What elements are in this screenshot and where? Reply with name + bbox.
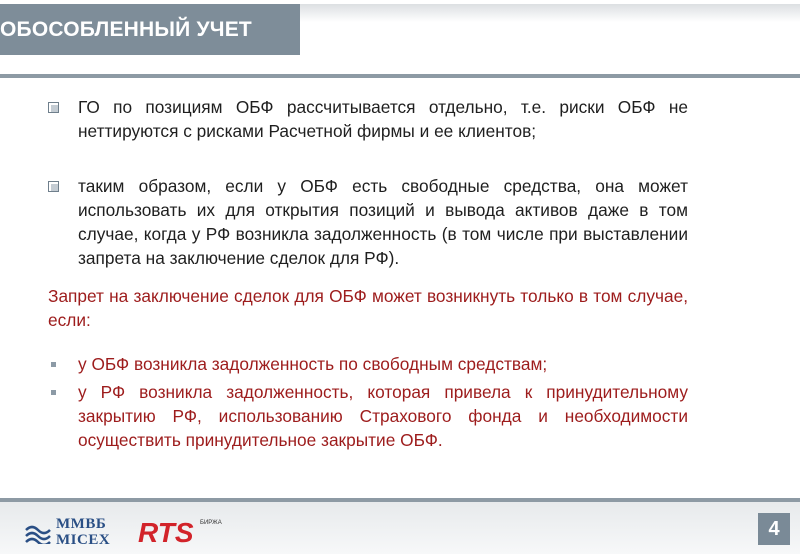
title-divider [0,74,800,78]
footer [0,502,800,554]
condition-list [48,352,688,452]
square-bullet-icon [48,102,59,113]
bullet-item [48,174,688,270]
micex-wordmark: MICEX [56,532,111,548]
slide-content [48,95,688,452]
bullet-text: таким образом, если у ОБФ есть свободные средства, она может использовать их для открытия позиций и вывода активов даже в том случае, когда у РФ возникла задолженность (в том числе при выставлении запрета на заключение сделок для РФ). [78,176,688,268]
condition-text: у РФ возникла задолженность, которая привела к принудительному закрытию РФ, использованию Страхового фонда и необходимости осуществить принудительное закрытие ОБФ. [78,382,688,450]
mmvb-logo [24,516,120,550]
bullet-text: ГО по позициям ОБФ рассчитывается отдельно, т.е. риски ОБФ не неттируются с рисками Расчетной фирмы и ее клиентов; [78,97,688,141]
rts-wordmark: RTS [138,517,194,548]
condition-item [48,380,688,452]
square-bullet-icon [48,181,59,192]
condition-item [48,352,688,376]
mmvb-wave-icon [24,522,52,544]
dot-bullet-icon [51,362,56,367]
page-number: 4 [758,513,790,545]
slide-title: ОБОСОБЛЕННЫЙ УЧЕТ [0,18,252,41]
title-bar [0,0,800,74]
rts-subtitle: БИРЖА [200,520,222,526]
bullet-item [48,95,688,143]
mmvb-wordmark: ММВБ [56,516,107,532]
dot-bullet-icon [51,390,56,395]
condition-text: у ОБФ возникла задолженность по свободным средствам; [78,354,548,374]
condition-intro: Запрет на заключение сделок для ОБФ может возникнуть только в том случае, если: [48,286,688,330]
mmvb-logo-text [56,516,110,548]
title-box [0,4,300,55]
rts-logo [138,517,222,548]
